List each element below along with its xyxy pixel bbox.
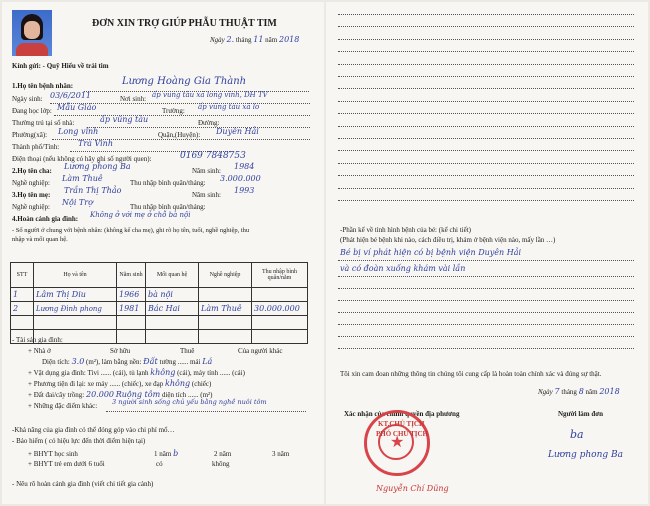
year2-label: 2 năm	[214, 450, 232, 458]
grade-value: Mẫu Giáo	[57, 103, 97, 112]
father-section: 2.Họ tên cha:	[12, 167, 52, 175]
table-header-row	[11, 263, 308, 288]
patient-photo	[12, 10, 52, 56]
table-row	[11, 316, 308, 330]
form-date: Ngày 2. tháng 11 năm 2018	[210, 35, 300, 44]
table-cell: 1	[11, 288, 34, 302]
special-features: 3 người sinh sống chủ yếu bằng nghề nuôi tôm	[112, 398, 267, 406]
rule	[338, 200, 634, 201]
district-value: Duyên Hải	[216, 127, 259, 136]
rule	[338, 348, 634, 349]
rule	[338, 39, 634, 40]
rule	[338, 288, 634, 289]
rule	[338, 26, 634, 27]
district-label: Quận,(Huyện):	[158, 131, 201, 139]
year2-sub: không	[212, 460, 230, 468]
rule	[338, 14, 634, 15]
birthplace-label: Nơi sinh:	[120, 95, 147, 103]
rule	[338, 113, 634, 114]
table-cell	[252, 330, 308, 344]
table-cell	[117, 330, 146, 344]
household-items: + Vật dụng gia đình: Tivi ...... (cái), tủ lạnh không (cái), máy tính ...... (cái)	[28, 368, 245, 377]
year1-label: 1 năm b	[154, 449, 179, 458]
dob-label: Ngày sinh:	[12, 95, 43, 103]
rule	[338, 260, 634, 261]
disease-line-1: Bé bị ví phát hiện có bị bệnh viện Duyên Hải	[340, 248, 522, 257]
father-yob-label: Năm sinh:	[192, 167, 221, 175]
city-label: Thành phố/Tỉnh:	[12, 143, 60, 151]
table-cell: bà nội	[146, 288, 199, 302]
rule	[338, 138, 634, 139]
rule	[338, 150, 634, 151]
col-stt: STT	[11, 263, 34, 288]
bhyt-student: + BHYT học sinh	[28, 450, 78, 458]
mother-name: Trần Thị Thảo	[64, 186, 122, 195]
family-section: 4.Hoàn cảnh gia đình:	[12, 215, 79, 223]
mother-income-label: Thu nhập bình quân/tháng:	[130, 203, 206, 211]
rule	[338, 88, 634, 89]
rule	[338, 76, 634, 77]
applicant-name: Lương phong Ba	[548, 450, 623, 460]
rule	[338, 51, 634, 52]
father-yob: 1984	[234, 162, 255, 171]
father-name: Lương phong Ba	[64, 162, 131, 171]
rule	[338, 300, 634, 301]
city-value: Trà Vinh	[78, 139, 113, 148]
family-table	[10, 262, 308, 344]
rule	[338, 101, 634, 102]
phone-label: Điện thoại (nếu không có hãy ghi số người quen):	[12, 155, 152, 163]
mother-yob: 1993	[234, 186, 255, 195]
col-job: Nghề nghiệp	[199, 263, 252, 288]
pay-ability: -Khả năng của gia đình có thể đóng góp vào chi phí mổ…	[12, 426, 175, 434]
rule	[54, 115, 310, 116]
table-cell	[146, 330, 199, 344]
mother-job: Nội Trợ	[62, 198, 93, 207]
rule	[338, 64, 634, 65]
col-relation: Mối quan hệ	[146, 263, 199, 288]
father-job: Làm Thuê	[62, 174, 103, 183]
table-cell	[146, 316, 199, 330]
authority-label: Xác nhận của chính quyền địa phương	[344, 410, 460, 418]
reason-label: - Nêu rõ hoàn cảnh gia đình (viết chi tiết gia cảnh)	[12, 480, 154, 488]
school-label: Trường:	[162, 107, 185, 115]
rule	[338, 312, 634, 313]
table-row	[11, 288, 308, 302]
table-cell: Bác Hai	[146, 302, 199, 316]
table-cell: 2	[11, 302, 34, 316]
rule	[87, 127, 310, 128]
family-note: Không ở với mẹ ở chỗ bà nội	[90, 211, 191, 219]
year1-sub: có	[156, 460, 163, 468]
table-row	[11, 302, 308, 316]
other-option: Của người khác	[238, 347, 283, 355]
table-cell	[199, 316, 252, 330]
own-option: Sở hữu	[110, 347, 131, 355]
family-intro-2: nhập và mối quan hệ.	[12, 236, 68, 243]
ward-label: Phường(xã):	[12, 131, 48, 139]
disease-title: -Phần kể về tình hình bệnh của bé: (kể chi tiết)	[340, 226, 472, 234]
col-income: Thu nhập bình quân/năm	[252, 263, 308, 288]
dob-value: 03/6/2011	[50, 91, 92, 100]
rule	[338, 163, 634, 164]
table-cell	[34, 316, 117, 330]
applicant-label: Người làm đơn	[558, 410, 604, 418]
table-cell: Lâm Thị Diu	[34, 288, 117, 302]
authority-role-1: KT.CHỦ TỊCH	[378, 420, 425, 428]
area-label: Diện tích: 3.0 (m²), làm bằng nền: Đất tường ...... mái Lá	[42, 357, 213, 366]
bhyt-child: + BHYT trẻ em dưới 6 tuổi	[28, 460, 105, 468]
sign-date: Ngày 7 tháng 8 năm 2018	[538, 387, 620, 396]
father-income: 3.000.000	[220, 174, 261, 183]
special-features-label: + Những đặc điểm khác:	[28, 402, 98, 410]
disease-line-2: và có đoàn xuống khám vài lần	[340, 264, 466, 273]
table-cell	[11, 316, 34, 330]
rule	[338, 188, 634, 189]
transport: + Phương tiện đi lại: xe máy ...... (chiếc), xe đạp không (chiếc)	[28, 379, 212, 388]
patient-name: Lương Hoàng Gia Thành	[122, 76, 247, 87]
family-intro-1: - Số người ở chung với bệnh nhân: (không kể cha mẹ), ghi rõ họ tên, tuổi, nghề nghiệp, thu	[12, 227, 250, 234]
phone-value: 0169 7848753	[180, 151, 246, 161]
rent-option: Thuê	[180, 347, 195, 355]
table-cell: Lương Đình phong	[34, 302, 117, 316]
table-cell	[117, 316, 146, 330]
authority-role-2: PHÓ CHỦ TỊCH	[376, 430, 428, 438]
rule	[338, 175, 634, 176]
addressee: Kính gửi: - Quỹ Hiểu về trái tim	[12, 62, 109, 70]
ward-value: Long vĩnh	[58, 127, 99, 136]
insurance-title: - Bảo hiểm ( có hiệu lực đến thời điểm hiện tại)	[12, 437, 146, 445]
form-title: ĐƠN XIN TRỢ GIÚP PHẪU THUẬT TIM	[92, 18, 277, 29]
residence-label: Thường trú tại số nhà:	[12, 119, 75, 127]
table-cell	[199, 330, 252, 344]
rule	[338, 324, 634, 325]
table-cell: Làm Thuê	[199, 302, 252, 316]
birthplace-value: ấp vung tàu xã long vĩnh, DH TV	[152, 91, 268, 99]
rule	[338, 336, 634, 337]
authority-name: Nguyễn Chí Dũng	[376, 484, 449, 493]
grade-label: Đang học lớp:	[12, 107, 52, 115]
table-cell	[199, 288, 252, 302]
residence-value: ấp vũng tàu	[100, 115, 149, 124]
commitment: Tôi xin cam đoan những thông tin chúng tôi cung cấp là hoàn toàn chính xác và đúng sự thật.	[340, 370, 602, 378]
col-name: Họ và tên	[34, 263, 117, 288]
street-label: Đường:	[198, 119, 220, 127]
disease-note: (Phát hiện bé bệnh khi nào, cách điều trị, khám ở bệnh viện nào, mấy lần …)	[340, 236, 556, 244]
applicant-signature: ba	[570, 428, 584, 441]
land: + Đất đai/cây trồng: 20.000 Ruộng tôm diện tích ...... (m²)	[28, 390, 213, 399]
patient-section: 1.Họ tên bệnh nhân:	[12, 82, 74, 90]
rule	[338, 126, 634, 127]
table-cell	[252, 288, 308, 302]
year3-label: 3 năm	[272, 450, 290, 458]
school-value: ấp vũng tàu xã lo	[198, 103, 260, 111]
house-label: + Nhà ở	[28, 347, 51, 355]
col-yob: Năm sinh	[117, 263, 146, 288]
father-job-label: Nghề nghiệp:	[12, 179, 50, 187]
table-cell: 1966	[117, 288, 146, 302]
official-stamp: ★	[364, 410, 430, 476]
assets-title: - Tài sản gia đình:	[12, 336, 63, 344]
mother-section: 3.Họ tên mẹ:	[12, 191, 51, 199]
table-cell: 1981	[117, 302, 146, 316]
table-cell	[252, 316, 308, 330]
left-page	[2, 2, 324, 504]
right-page	[326, 2, 648, 504]
rule	[106, 411, 306, 412]
rule	[338, 276, 634, 277]
table-cell: 30.000.000	[252, 302, 308, 316]
father-income-label: Thu nhập bình quân/tháng:	[130, 179, 206, 187]
mother-yob-label: Năm sinh:	[192, 191, 221, 199]
mother-job-label: Nghề nghiệp:	[12, 203, 50, 211]
